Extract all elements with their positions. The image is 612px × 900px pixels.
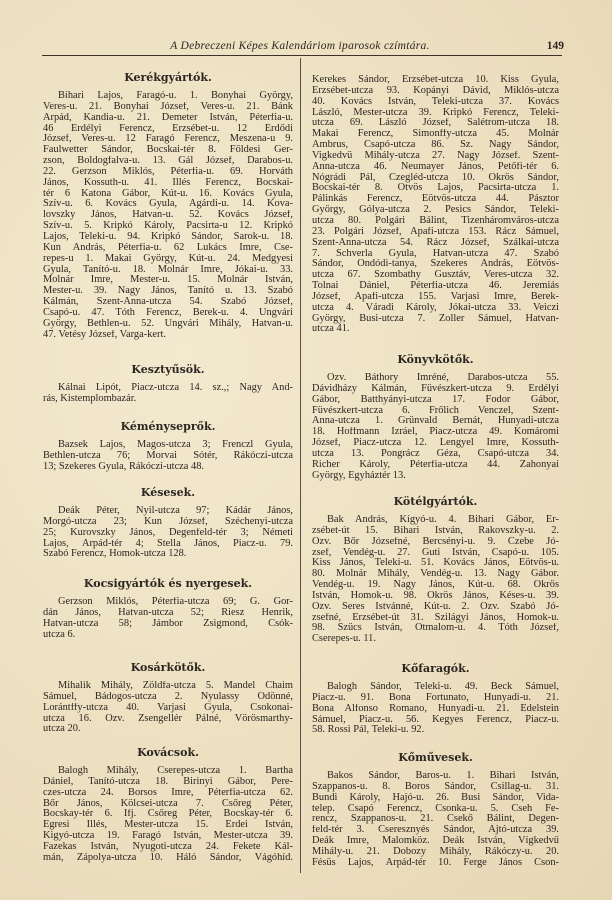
text-line: Szív-u. 6. Kovács Gyula, Agárdi-u. 14. Kova- — [43, 199, 293, 210]
text-line: 13; Szekeres Gyula, Rákóczi-utcza 48. — [43, 461, 204, 472]
text-line: Kálnai Lipót, Piacz-utcza 14. sz.,; Nagy And- — [58, 383, 293, 393]
section-heading: Kőfaragók. — [401, 662, 470, 675]
text-line: 18. Hoffmann Izráel, Piacz-utcza 49. Komáromi — [312, 427, 559, 438]
section-heading: Kéményseprők. — [120, 420, 216, 433]
section-heading: Kőművesek. — [398, 751, 473, 764]
text-line: 46 Erdélyi Ferencz, Erzsébet-u. 12 Erdődi — [43, 123, 293, 134]
section-paragraph — [312, 682, 559, 736]
text-line: Ambrus, Csapó-utcza 86. Sz. Nagy Sándor, — [312, 140, 559, 151]
section-paragraph — [43, 91, 293, 340]
running-header-title: A Debreczeni Képes Kalendáriom iparosok czímtára. — [170, 40, 430, 52]
section-paragraph — [312, 515, 559, 645]
text-line: Bundi Károly, Hajó-u. 26. Busi Sándor, Vida- — [312, 792, 559, 803]
text-line: Mihalik Mihály, Zöldfa-utcza 5. Mandel Chaim — [58, 681, 293, 691]
text-line: Deák Imre, Malomköz. Deák István, Vígkedvű — [312, 836, 559, 847]
text-line: Gábor, Batthyányi-utcza 17. Fodor Gábor, — [312, 394, 559, 405]
text-line: Cserepes-u. 11. — [312, 634, 376, 645]
section-paragraph — [43, 766, 293, 864]
text-line: 22. Gerzson Miklós, Péterfia-u. 69. Horváth — [43, 166, 293, 177]
text-line: Kálmán, Szent-Anna-utcza 54. Szabó József, — [43, 297, 293, 308]
text-line: lovszky János, Hatvan-u. 52. Kovács József, — [43, 210, 293, 221]
section-paragraph — [312, 373, 559, 481]
text-line: zson, Boldogfalva-u. 13. Gál József, Darabos-u. — [43, 156, 293, 167]
text-line: Egresi Illés, Mester-utcza 15. Erdei István, — [43, 820, 293, 831]
text-line: Gerzson Miklós, Péterfia-utcza 69; G. Gor- — [58, 597, 293, 607]
trade-section — [312, 495, 559, 645]
text-line: Veres-u. 21. Bonyhai József, Veres-u. 21. Bánk — [43, 101, 293, 112]
text-line: György, Busi-utcza 7. Zoller Sámuel, Hatvan- — [312, 313, 559, 324]
text-line: Pálinkás Ferencz, Eötvös-utcza 44. Pásztor — [312, 194, 559, 205]
text-line: Gyula, Tanító-u. 18. Molnár Imre, Jókai-u. 33. — [43, 264, 293, 275]
text-line: Mester-u. 39. Nagy János, Tanító u. 13. Szabó — [43, 286, 293, 297]
text-line: Bihari Lajos, Faragó-u. 1. Bonyhai György, — [58, 91, 293, 101]
text-line: mán, Zápolya-utcza 10. Háló Sándor, Vágóhíd. — [43, 852, 293, 863]
text-line: 80. Molnár Mihály, Vendég-u. 13. Nagy Gábor. — [312, 569, 559, 580]
text-line: Kerekes Sándor, Erzsébet-utcza 10. Kiss Gyula, — [312, 75, 559, 85]
text-line: Erzsébet-utcza 93. Kopányi Dávid, Miklós-utcza — [312, 85, 559, 96]
text-line: utcza 13. Pongrácz Géza, Csapó-utcza 34. — [312, 448, 559, 459]
text-line: utcza 80. Polgári Bálint, Tizenháromváros-utcza — [312, 215, 559, 226]
text-line: zsébet-út 15. Bihari István, Rakovszky-u. 2. — [312, 525, 559, 536]
text-line: repes-u 1. Makai György, Kút-u. 24. Medgyesi — [43, 253, 293, 264]
text-line: Sámuel, Bádogos-utcza 2. Nyulassy Ödönné, — [43, 691, 293, 702]
trade-section — [312, 353, 559, 481]
text-line: utcza 6. — [43, 629, 76, 640]
section-paragraph — [43, 597, 293, 640]
text-line: utcza 20. — [43, 724, 81, 735]
section-paragraph — [312, 771, 559, 869]
text-line: zsefné, Erzsébet-út 31. Szilágyi János, Homok-u. — [312, 612, 559, 623]
text-line: Vigkedvü Mihály-utcza 27. Nagy József. Szent- — [312, 150, 559, 161]
text-line: Molnár Imre, Mester-u. 15. Molnár István, — [43, 275, 293, 286]
trade-section — [43, 746, 293, 864]
text-line: utcza 67. Szombathy Gusztáv, Veres-utcza 32. — [312, 270, 559, 281]
text-line: tér 6 Katona Gábor, Kút-u. 16. Kovács Gyula, — [43, 188, 293, 199]
text-line: Sámuel, Piacz-u. 56. Kegyes Ferencz, Piacz-u. — [312, 714, 559, 725]
text-line: József, Apafi-utcza 155. Varjasi Imre, Berek- — [312, 291, 559, 302]
text-line: István, Homok-u. 98. Ökrös János, Késes-u. 39. — [312, 590, 559, 601]
text-line: Tolnai Dániel, Péterfia-utcza 46. Jeremiás — [312, 281, 559, 292]
section-heading: Kesztyűsök. — [131, 363, 205, 376]
text-line: Hatvan-utcza 58; Jámbor Zsigmond, Csók- — [43, 618, 293, 629]
trade-section — [43, 420, 293, 473]
section-paragraph — [312, 75, 559, 335]
text-line: rencz, Szappanos-u. 21. Csekő Bálint, Degen- — [312, 814, 559, 825]
text-line: György, Egyháztér 13. — [312, 470, 406, 481]
text-line: György, Gólya-utcza 2. Pesics Sándor, Teleki- — [312, 205, 559, 216]
text-line: 58. Rossi Pál, Teleki-u. 92. — [312, 725, 425, 736]
section-heading: Könyvkötők. — [397, 353, 474, 366]
text-line: Makai Ferencz, Simonffy-utcza 45. Molnár — [312, 129, 559, 140]
text-line: utcza 69. László József, Salétrom-utcza 18. — [312, 118, 559, 129]
text-line: József, Veres-u. 12 Faragó Ferencz, Meszena-u 9. — [43, 134, 293, 145]
text-line: Lorántffy-utcza 40. Varjasi Gyula, Csokonai- — [43, 702, 293, 713]
text-line: Szabó Ferencz, Homok-utcza 128. — [43, 549, 187, 560]
section-heading: Kocsigyártók és nyergesek. — [83, 577, 253, 590]
trade-section — [312, 751, 559, 869]
trade-section — [43, 486, 293, 560]
text-line: utcza 16. Özv. Zsengellér Pálné, Vörösmarthy- — [43, 713, 293, 724]
header-rule — [42, 55, 562, 56]
text-line: Kun András, Péterfia-u. 62 Lukács Imre, Cse- — [43, 242, 293, 253]
column-divider — [300, 58, 301, 873]
text-line: Faulwetter Sándor, Bocskai-tér 8. Földesi Ger- — [43, 145, 293, 156]
text-line: 47. Vetésy József, Varga-kert. — [43, 329, 166, 340]
page-number: 149 — [546, 40, 564, 52]
text-line: Lajos, Teleki-u. 94. Kripkó Sándor, Sarok-u. 18. — [43, 231, 293, 242]
text-line: Morgó-utcza 23; Kun József, Széchenyi-utcza — [43, 516, 293, 527]
text-line: Kiss János, Teleki-u. 51. Kovács János, Eötvös-u. — [312, 558, 559, 569]
section-heading: Kosárkötők. — [130, 661, 206, 674]
section-paragraph — [43, 383, 293, 405]
text-line: Fésüs Lajos, Árpád-tér 10. Ferge János Cson- — [312, 857, 559, 868]
text-line: Richer Károly, Péterfia-utcza 44. Zahonyai — [312, 459, 559, 470]
text-line: zsef, Vendég-u. 27. Guti István, Csapó-u. 105. — [312, 547, 559, 558]
text-line: László, Mester-utcza 39. Kripkó Ferencz, Teleki- — [312, 107, 559, 118]
text-line: Özv. Seres Istvánné, Kút-u. 2. Özv. Szabó Jó- — [312, 601, 559, 612]
section-heading: Kovácsok. — [137, 746, 199, 759]
text-line: Nógrádi Pál, Czegléd-utcza 10. Ökrös Sándor, — [312, 172, 559, 183]
section-heading: Kötélgyártók. — [393, 495, 478, 508]
trade-section — [43, 661, 293, 735]
text-line: Balogh Sándor, Teleki-u. 49. Beck Sámuel, — [327, 682, 559, 692]
text-line: Anna-utcza 1. Grünvald Bernát, Hunyadi-utcza — [312, 416, 559, 427]
text-line: Özv. Báthory Imréné, Darabos-utcza 55. — [327, 373, 559, 383]
trade-section — [43, 577, 293, 640]
text-line: Anna-utcza 46. Neumayer János, Petőfi-tér 6. — [312, 161, 559, 172]
text-line: Árpád, Kandia-u. 21. Demeter István, Péterfia-u. — [43, 112, 293, 123]
text-line: Özv. Bőr Józsefné, Bercsényi-u. 9. Czebe Jó- — [312, 536, 559, 547]
text-line: György, Bethlen-u. 52. Ungvári Mihály, Hatvan-u. — [43, 318, 293, 329]
trade-section — [312, 662, 559, 736]
text-line: utcza 41. — [312, 324, 350, 335]
text-line: Deák Péter, Nyil-utcza 97; Kádár János, — [58, 506, 293, 516]
text-line: Vendég-u. 19. Nagy János, Kút-u. 68. Ökrös — [312, 580, 559, 591]
text-line: 40. Kovács István, Teleki-utcza 37. Kovács — [312, 96, 559, 107]
text-line: Csapó-u. 47. Tóth Ferencz, Berek-u. 4. Ungvári — [43, 307, 293, 318]
trade-section — [312, 75, 559, 335]
section-paragraph — [43, 681, 293, 735]
text-line: Szív-u. 5. Kripkó Károly, Pacsirta-u 12. Kripkó — [43, 221, 293, 232]
text-line: Dávidházy Kálmán, Füvészkert-utcza 9. Erdélyi — [312, 383, 559, 394]
text-line: telep. Csapó Ferencz, Csonka-u. 5. Cseh Fe- — [312, 803, 559, 814]
text-line: Bak András, Kígyó-u. 4. Bihari Gábor, Er- — [327, 515, 559, 525]
section-heading: Kerékgyártók. — [124, 71, 212, 84]
text-line: János, Kossuth-u. 41. Illés Ferencz, Bocskai- — [43, 177, 293, 188]
trade-section — [43, 71, 293, 340]
section-heading: Késesek. — [140, 486, 196, 499]
text-line: dán János, Hatvan-utcza 52; Riesz Henrik, — [43, 607, 293, 618]
text-line: Bona Alfonso Romano, Hunyadi-u. 21. Edelstein — [312, 703, 559, 714]
text-line: Balogh Mihály, Cserepes-utcza 1. Bartha — [58, 766, 293, 776]
text-line: Mihály-u. 21. Dobozy Mihály, Rákóczy-u. 20. — [312, 846, 559, 857]
text-line: József, Piacz-utcza 12. Lengyel Imre, Kossuth- — [312, 438, 559, 449]
text-line: Lajos, Árpád-tér 4; Stella János, Piacz-u. 79. — [43, 538, 293, 549]
text-line: Dániel, Tanító-utcza 18. Birinyi Gábor, Pere- — [43, 776, 293, 787]
text-line: Szappanos-u. 8. Boros Sándor, Csillag-u. 31. — [312, 781, 559, 792]
text-line: Fazekas István, Nyugoti-utcza 24. Fekete Kál- — [43, 841, 293, 852]
text-line: Szent-Anna-utcza 54. Rácz József, Szálkai-utcza — [312, 237, 559, 248]
section-paragraph — [43, 440, 293, 473]
text-line: feld-tér 3. Cseresznyés Sándor, Ajtó-utcza 39. — [312, 825, 559, 836]
text-line: rás, Kistemplombazár. — [43, 393, 137, 404]
text-line: Piacz-u. 91. Bona Fortunato, Hunyadi-u. 21. — [312, 692, 559, 703]
text-line: Bethlen-utcza 76; Morvai Sótér, Rákóczi-utcza — [43, 450, 293, 461]
trade-section — [43, 363, 293, 405]
text-line: Bocskai-tér 8. Ötvös Lajos, Pacsirta-utcza 1. — [312, 183, 559, 194]
text-line: Füvészkert-utcza 6. Frőlich Venczel, Szent- — [312, 405, 559, 416]
text-line: 7. Schverla Gyula, Hatvan-utcza 47. Szabó — [312, 248, 559, 259]
text-line: Bocskay-tér 6. Ifj. Csőreg Péter, Bocskay-tér 6. — [43, 809, 293, 820]
text-line: 25; Kurovszky János, Degenfeld-tér 3; Németi — [43, 527, 293, 538]
text-line: Kigyó-utcza 19. Faragó István, Mester-utcza 39. — [43, 831, 293, 842]
text-line: 23. Polgári József, Apafi-utcza 153. Rácz Sámuel, — [312, 226, 559, 237]
text-line: Bakos Sándor, Baros-u. 1. Bihari István, — [327, 771, 559, 781]
text-line: 98. Szücs István, Ötmalom-u. 4. Tóth József, — [312, 623, 559, 634]
text-line: Bazsek Lajos, Magos-utcza 3; Frenczl Gyula, — [58, 440, 293, 450]
text-line: czes-utcza 24. Borsos Imre, Péterfia-utcza 62. — [43, 787, 293, 798]
section-paragraph — [43, 506, 293, 560]
text-line: Bőr János, Kölcsei-utcza 7. Csőreg Péter, — [43, 798, 293, 809]
text-line: Sándor, Ondódi-tanya, Szekeres András, Eötvös- — [312, 259, 559, 270]
text-line: utcza 4. Váradi Károly, Jókai-utcza 33. Veiczi — [312, 302, 559, 313]
